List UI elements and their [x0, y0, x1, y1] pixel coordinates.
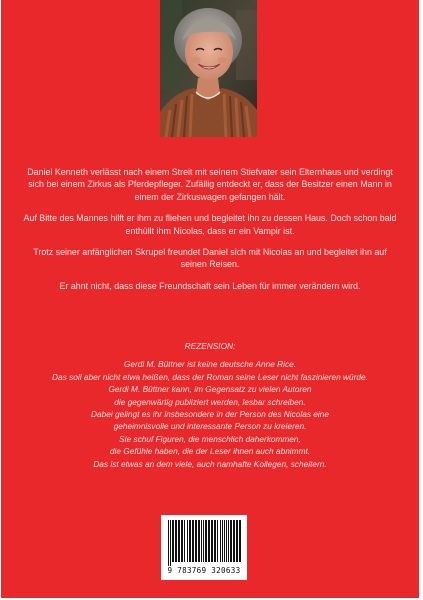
barcode-bar: [170, 520, 171, 566]
blurb-text: [21, 166, 399, 301]
barcode-bar: [214, 520, 216, 562]
barcode-bar: [184, 520, 185, 562]
review-line: die gegenwärtig publiziert werden, lesbar schreiben.: [114, 396, 306, 407]
barcode-bar: [192, 520, 194, 562]
author-photo: [160, 0, 257, 137]
author-portrait-image: [160, 0, 257, 137]
review-line: Das ist etwas an dem viele, auch namhafte Kollegen, scheitern.: [93, 458, 327, 469]
cover-background: [1, 0, 419, 598]
blurb-paragraph: Auf Bitte des Mannes hilft er ihm zu fliehen und begleitet ihn zu dessen Haus. Doch schon bald enthüllt ihm Nicolas, dass er ein Vampir ist.: [23, 213, 397, 236]
barcode-bar: [208, 520, 210, 562]
barcode-bar: [233, 520, 235, 562]
barcode-bar: [239, 520, 241, 562]
blurb-paragraph: Er ahnt nicht, dass diese Freundschaft sein Leben für immer verändern wird.: [59, 280, 361, 291]
barcode-bar: [203, 520, 204, 562]
barcode-bar: [236, 520, 238, 562]
barcode-number: 9 783769 320633: [167, 566, 241, 575]
barcode-bar: [198, 520, 200, 562]
blurb-paragraph: Daniel Kenneth verlässt nach einem Streit mit seinem Stiefvater sein Elternhaus und verdingt sich bei einem Zirkus als Pferdepfleger. Zufällig entdeckt er, dass der Besitzer einen Mann in einem der Zirkuswagen gefangen hält.: [27, 167, 393, 202]
barcode-bars: [167, 520, 241, 566]
review-section: [17, 340, 403, 470]
barcode-bar: [217, 520, 218, 562]
barcode-bar: [201, 520, 202, 562]
barcode-bar: [168, 520, 169, 566]
barcode-bar: [187, 520, 188, 562]
barcode-bar: [178, 520, 180, 562]
barcode-bar: [230, 520, 232, 562]
review-line: Das soll aber nicht etwa heißen, dass der Roman seine Leser nicht faszinieren würde.: [52, 371, 368, 382]
isbn-barcode: [161, 515, 247, 580]
barcode-bar: [224, 520, 225, 562]
barcode-bar: [195, 520, 197, 562]
review-line: die Gefühle haben, die der Leser ihnen auch abnimmt.: [109, 446, 311, 457]
barcode-bar: [205, 520, 207, 562]
barcode-bar: [181, 520, 183, 562]
review-line: Gerdi M. Büttner ist keine deutsche Anne Rice.: [123, 359, 297, 370]
review-line: geheimnisvolle und interessante Person zu kreieren.: [113, 421, 307, 432]
barcode-bar: [172, 520, 174, 562]
barcode-bar: [220, 520, 221, 562]
barcode-bar: [189, 520, 191, 562]
barcode-bar: [226, 520, 227, 562]
blurb-paragraph: Trotz seiner anfänglichen Skrupel freundet Daniel sich mit Nicolas an und begleitet ihn auf seinen Reisen.: [33, 247, 387, 270]
review-heading: REZENSION:: [184, 341, 236, 351]
review-line: Sie schuf Figuren, die menschlich daherkommen,: [119, 433, 301, 444]
review-line: Dabei gelingt es ihr insbesondere in der Person des Nicolas eine: [91, 409, 329, 420]
barcode-bar: [175, 520, 177, 562]
barcode-bar: [222, 520, 223, 562]
review-line: Gerdi M. Büttner kann, im Gegensatz zu vielen Autoren: [108, 384, 312, 395]
barcode-bar: [228, 520, 229, 562]
barcode-bar: [211, 520, 213, 562]
